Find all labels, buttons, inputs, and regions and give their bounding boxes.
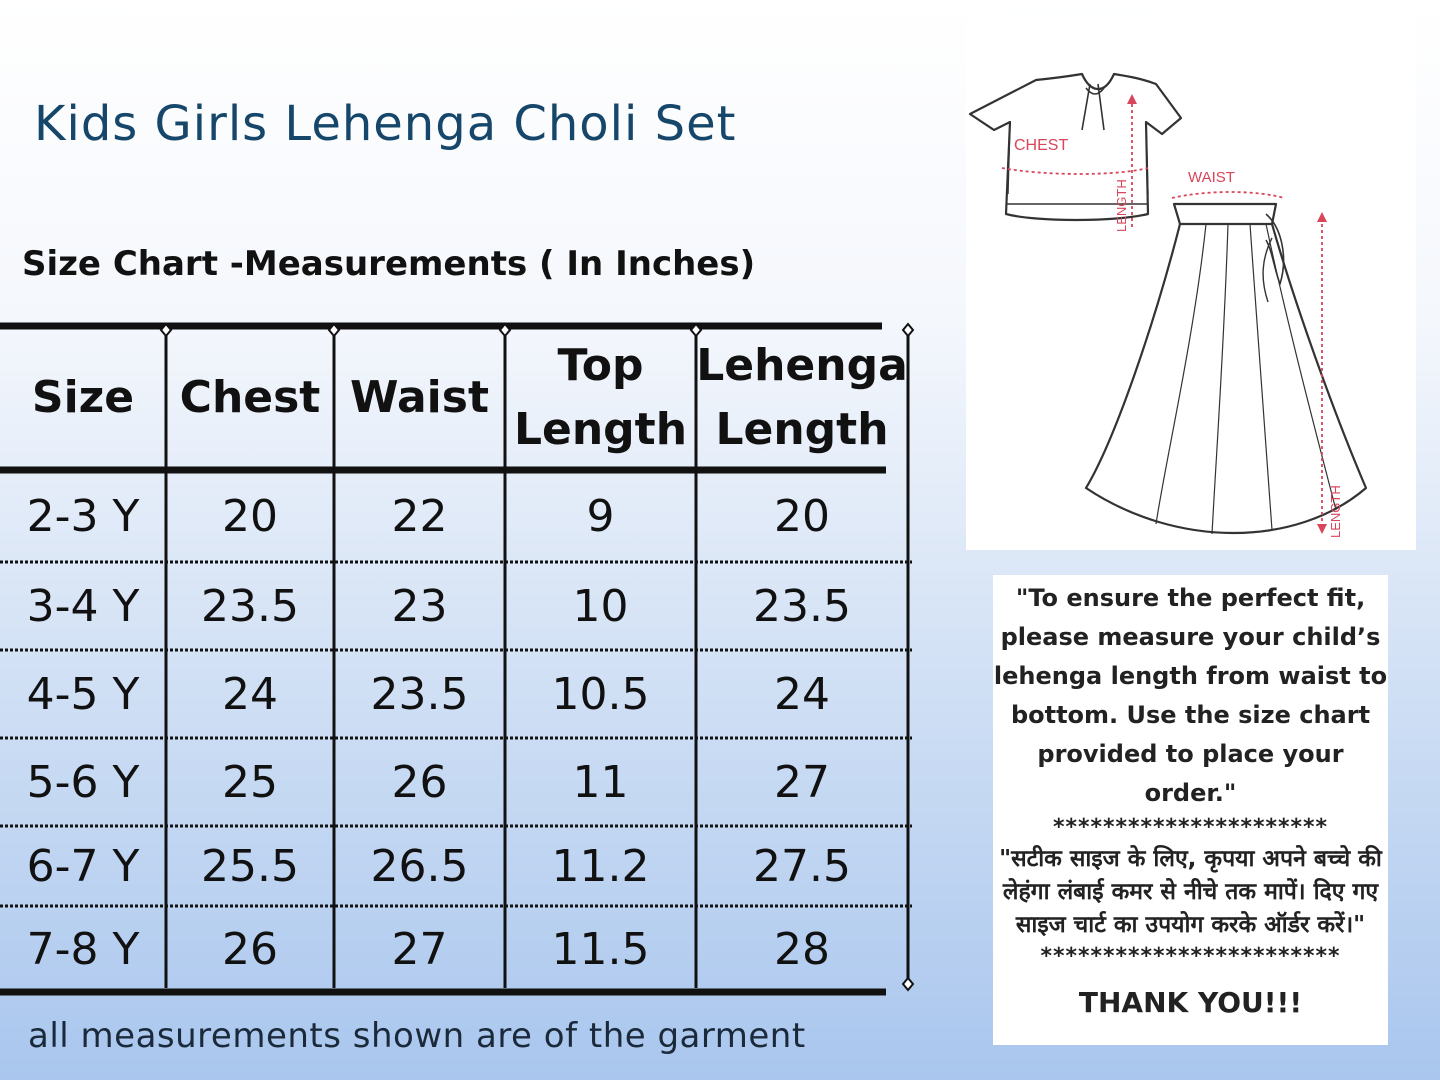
- measurement-cell: 11: [572, 756, 629, 808]
- header-cell-text: Length: [715, 404, 889, 455]
- measurement-cell: 23: [391, 580, 448, 632]
- header-cell-text: Top: [557, 340, 644, 391]
- size-cell: 5-6 Y: [26, 756, 140, 808]
- note-divider-2: ************************: [1040, 944, 1341, 969]
- lehenga-choli-diagram: [966, 18, 1416, 550]
- guide-arrows: [1127, 94, 1327, 534]
- header-cell: [166, 326, 334, 470]
- measurement-guides: [1002, 98, 1322, 530]
- waist-label: WAIST: [1188, 169, 1235, 186]
- measurement-cell: 10.5: [551, 668, 650, 720]
- header-cell-text: Length: [513, 404, 688, 455]
- header-cell: [334, 326, 505, 470]
- measurement-cell: 11.5: [551, 923, 650, 975]
- note-english: "To ensure the perfect fit, please measure your child’s lehenga length from waist to bottom. Use the size chart provided to place your order.": [993, 584, 1388, 807]
- header-cell-text: Lehenga: [696, 340, 908, 391]
- measurement-cell: 28: [774, 923, 830, 975]
- note-divider-1: **********************: [1052, 815, 1329, 840]
- measurement-cell: 27.5: [753, 840, 851, 892]
- size-chart-subtitle: Size Chart -Measurements ( In Inches): [22, 244, 756, 284]
- note-thank-you: THANK YOU!!!: [1078, 986, 1303, 1019]
- lehenga-skirt-drawing: [1086, 204, 1366, 534]
- measurement-cell: 11.2: [551, 840, 650, 892]
- top-length-label: LENGTH: [1114, 179, 1129, 232]
- measurement-cell: 10: [572, 580, 629, 632]
- measurement-cell: 22: [391, 490, 448, 542]
- size-cell: 2-3 Y: [26, 490, 140, 542]
- header-cell-text: Size: [31, 372, 135, 423]
- measurement-cell: 24: [774, 668, 830, 720]
- chest-label: CHEST: [1014, 137, 1069, 154]
- note-hindi: "सटीक साइज के लिए, कृपया अपने बच्चे की लेहंगा लंबाई कमर से नीचे तक मापें। दिए गए साइज चार्ट का उपयोग करके ऑर्डर करें।": [999, 846, 1382, 938]
- header-cell: [0, 326, 166, 470]
- skirt-length-label: LENGTH: [1328, 485, 1343, 538]
- page-title: Kids Girls Lehenga Choli Set: [34, 96, 737, 152]
- measurement-cell: 26.5: [370, 840, 469, 892]
- measurement-cell: 27: [774, 756, 830, 808]
- measurement-cell: 25: [222, 756, 278, 808]
- measurement-cell: 9: [586, 490, 615, 542]
- measurement-cell: 24: [222, 668, 278, 720]
- size-cell: 7-8 Y: [26, 923, 140, 975]
- measurement-cell: 26: [391, 756, 448, 808]
- size-cell: 6-7 Y: [26, 840, 140, 892]
- size-chart-table: [0, 318, 920, 998]
- fit-instructions-note: [993, 575, 1388, 1045]
- measurement-cell: 27: [391, 923, 448, 975]
- header-cell: [696, 326, 908, 470]
- measurement-cell: 20: [222, 490, 278, 542]
- measurement-footnote: all measurements shown are of the garment: [28, 1016, 806, 1056]
- measurement-cell: 23.5: [201, 580, 299, 632]
- measurement-cell: 23.5: [753, 580, 851, 632]
- measurement-cell: 26: [222, 923, 278, 975]
- header-cell-text: Waist: [350, 372, 489, 423]
- garment-illustration: [966, 18, 1416, 550]
- size-cell: 4-5 Y: [26, 668, 140, 720]
- header-cell: [505, 326, 696, 470]
- measurement-cell: 20: [774, 490, 830, 542]
- measurement-cell: 23.5: [370, 668, 469, 720]
- choli-top-drawing: [970, 74, 1181, 220]
- size-cell: 3-4 Y: [26, 580, 140, 632]
- header-cell-text: Chest: [179, 372, 321, 423]
- measurement-cell: 25.5: [201, 840, 299, 892]
